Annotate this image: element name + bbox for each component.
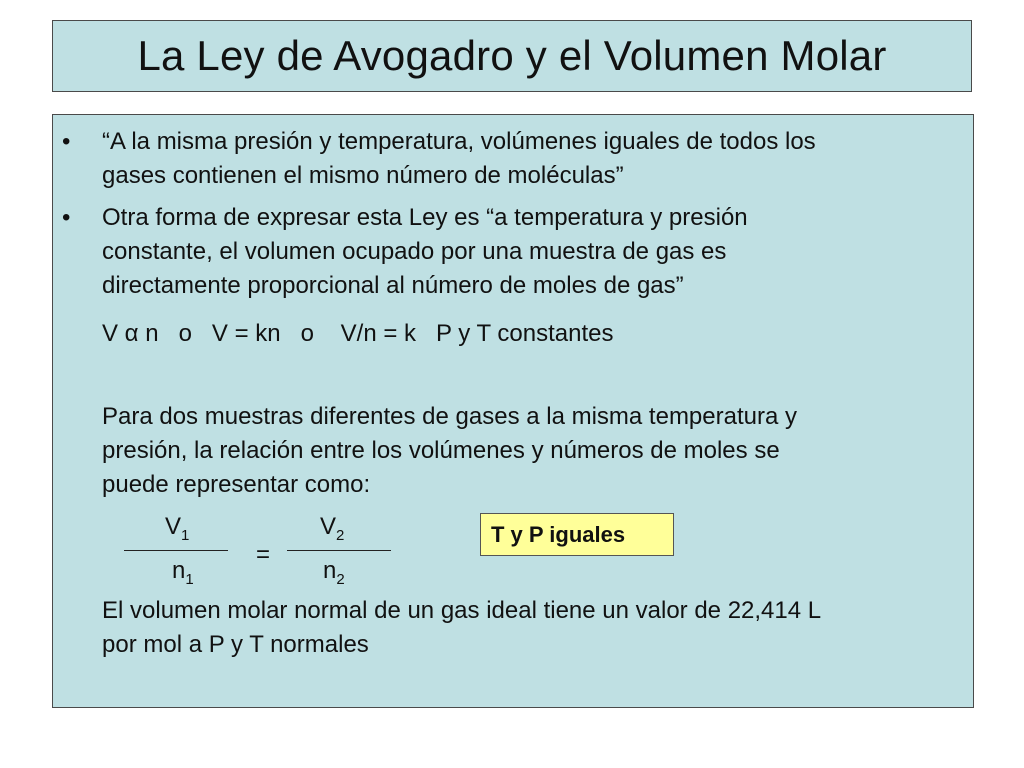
slide-title: La Ley de Avogadro y el Volumen Molar	[137, 32, 887, 79]
fraction-right-bar	[287, 550, 391, 551]
fraction-left-numerator: $V_1$	[165, 513, 190, 544]
fraction-right-denominator: $n_2$	[323, 557, 345, 588]
molar-volume-line-1: El volumen molar normal de un gas ideal tiene un valor de 22,414 L	[102, 597, 822, 624]
fraction-equals: =	[256, 541, 271, 568]
paragraph-line-2: presión, la relación entre los volúmenes y números de moles se	[102, 437, 780, 464]
paragraph-line-3: puede representar como:	[102, 471, 371, 498]
fraction-left-bar	[124, 550, 228, 551]
bullet-1-line-1: “A la misma presión y temperatura, volúmenes iguales de todos los	[102, 128, 816, 155]
avogadro-equation: V α n o V = kn o V/n = k P y T constantes	[102, 320, 614, 347]
condition-box: T y P iguales	[480, 513, 674, 556]
title-box	[52, 20, 972, 92]
bullet-2-line-1: Otra forma de expresar esta Ley es “a temperatura y presión	[102, 204, 748, 231]
fraction-right-numerator: $V_2$	[320, 513, 345, 544]
molar-volume-line-2: por mol a P y T normales	[102, 631, 369, 658]
bullet-2-line-2: constante, el volumen ocupado por una muestra de gas es	[102, 238, 727, 265]
paragraph-line-1: Para dos muestras diferentes de gases a la misma temperatura y	[102, 403, 797, 430]
bullet-marker: •	[62, 204, 71, 231]
bullet-marker: •	[62, 128, 71, 155]
bullet-1-line-2: gases contienen el mismo número de moléculas”	[102, 162, 624, 189]
fraction-left-denominator: $n_1$	[172, 557, 194, 588]
bullet-2-line-3: directamente proporcional al número de moles de gas”	[102, 272, 684, 299]
